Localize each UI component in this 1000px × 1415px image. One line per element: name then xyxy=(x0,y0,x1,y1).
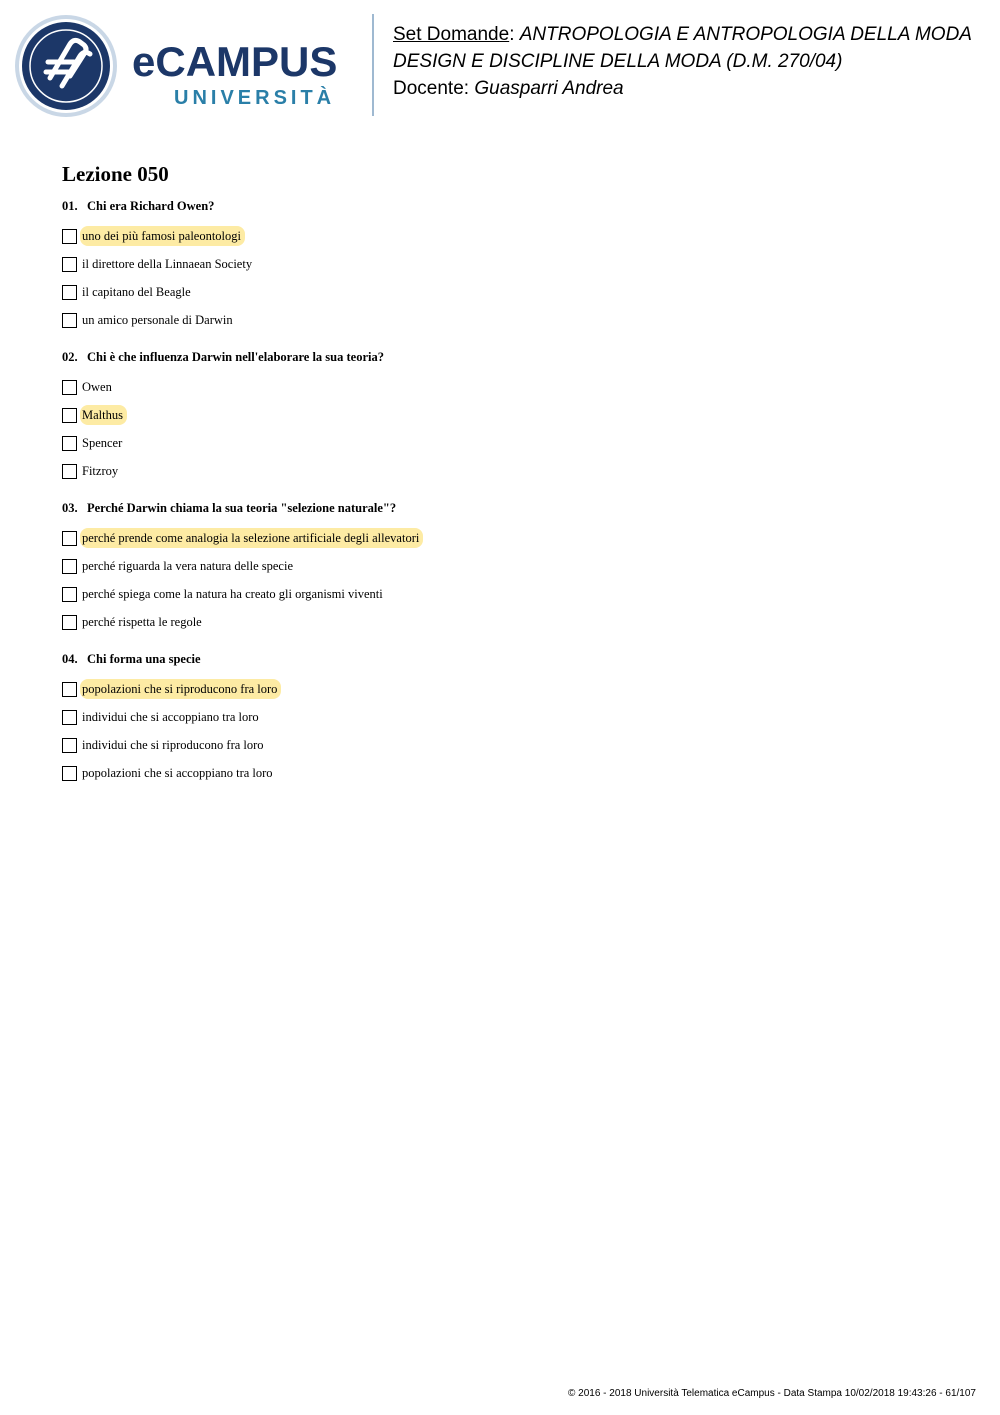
answer-text: individui che si accoppiano tra loro xyxy=(82,710,259,724)
brand-wordmark xyxy=(132,40,362,112)
answer-text-highlighted: popolazioni che si riproducono fra loro xyxy=(80,679,281,699)
question-block xyxy=(62,196,942,334)
answer-text: perché rispetta le regole xyxy=(82,615,202,629)
answer-text: Owen xyxy=(82,380,112,394)
answer-option[interactable] xyxy=(62,373,942,401)
question-title xyxy=(62,649,942,669)
answer-checkbox[interactable] xyxy=(62,380,77,395)
teacher-label: Docente xyxy=(393,78,464,99)
answer-checkbox[interactable] xyxy=(62,531,77,546)
answer-option[interactable] xyxy=(62,703,942,731)
question-number: 03. xyxy=(62,501,78,515)
question-block xyxy=(62,347,942,485)
lesson-title: Lezione 050 xyxy=(62,162,169,186)
answer-text: individui che si riproducono fra loro xyxy=(82,738,264,752)
teacher-name: Guasparri Andrea xyxy=(474,78,624,99)
question-list xyxy=(62,196,942,787)
question-set-info xyxy=(393,21,993,102)
question-number: 01. xyxy=(62,199,78,213)
answer-text: Spencer xyxy=(82,436,123,450)
answer-option[interactable] xyxy=(62,401,942,429)
answer-option[interactable] xyxy=(62,524,942,552)
header-divider xyxy=(372,14,374,116)
ecampus-seal-logo xyxy=(14,14,118,118)
page-footer: © 2016 - 2018 Università Telematica eCampus - Data Stampa 10/02/2018 19:43:26 - 61/107 xyxy=(568,1388,976,1399)
answer-checkbox[interactable] xyxy=(62,615,77,630)
question-text: Chi è che influenza Darwin nell'elaborare la sua teoria? xyxy=(87,350,384,364)
answer-checkbox[interactable] xyxy=(62,408,77,423)
answer-text: popolazioni che si accoppiano tra loro xyxy=(82,766,273,780)
course-title-line-1: ANTROPOLOGIA E ANTROPOLOGIA DELLA MODA xyxy=(519,24,972,45)
answer-option[interactable] xyxy=(62,457,942,485)
answer-text: perché spiega come la natura ha creato gli organismi viventi xyxy=(82,587,383,601)
answer-checkbox[interactable] xyxy=(62,464,77,479)
teacher-line xyxy=(393,75,993,102)
answer-text-highlighted: perché prende come analogia la selezione artificiale degli allevatori xyxy=(80,528,423,548)
answer-text-highlighted: Malthus xyxy=(80,405,127,425)
lesson-content xyxy=(62,160,942,800)
question-text: Chi forma una specie xyxy=(87,652,201,666)
answer-checkbox[interactable] xyxy=(62,285,77,300)
answer-checkbox[interactable] xyxy=(62,587,77,602)
question-title xyxy=(62,347,942,367)
question-number: 02. xyxy=(62,350,78,364)
question-text: Chi era Richard Owen? xyxy=(87,199,215,213)
answer-text: un amico personale di Darwin xyxy=(82,313,233,327)
answer-option[interactable] xyxy=(62,675,942,703)
set-separator: : xyxy=(509,24,520,45)
answer-checkbox[interactable] xyxy=(62,766,77,781)
teacher-separator: : xyxy=(463,78,475,99)
answer-checkbox[interactable] xyxy=(62,436,77,451)
set-line-1 xyxy=(393,21,993,48)
answer-option[interactable] xyxy=(62,731,942,759)
question-title xyxy=(62,196,942,216)
answer-checkbox[interactable] xyxy=(62,710,77,725)
answer-option[interactable] xyxy=(62,306,942,334)
set-label: Set Domande xyxy=(393,24,510,45)
answer-checkbox[interactable] xyxy=(62,738,77,753)
answer-text: Fitzroy xyxy=(82,464,119,478)
answer-checkbox[interactable] xyxy=(62,559,77,574)
question-title xyxy=(62,498,942,518)
question-text: Perché Darwin chiama la sua teoria "selezione naturale"? xyxy=(87,501,397,515)
answer-text-highlighted: uno dei più famosi paleontologi xyxy=(80,226,245,246)
answer-checkbox[interactable] xyxy=(62,229,77,244)
answer-option[interactable] xyxy=(62,759,942,787)
brand-subtitle: UNIVERSITÀ xyxy=(174,87,336,109)
answer-text: il capitano del Beagle xyxy=(82,285,191,299)
answer-option[interactable] xyxy=(62,222,942,250)
brand-name: eCAMPUS xyxy=(132,38,338,85)
answer-checkbox[interactable] xyxy=(62,257,77,272)
answer-option[interactable] xyxy=(62,580,942,608)
question-block xyxy=(62,498,942,636)
answer-checkbox[interactable] xyxy=(62,682,77,697)
course-title-line-2: DESIGN E DISCIPLINE DELLA MODA (D.M. 270/04) xyxy=(393,51,843,72)
question-block xyxy=(62,649,942,787)
answer-option[interactable] xyxy=(62,608,942,636)
answer-text: il direttore della Linnaean Society xyxy=(82,257,253,271)
answer-option[interactable] xyxy=(62,429,942,457)
answer-option[interactable] xyxy=(62,552,942,580)
answer-checkbox[interactable] xyxy=(62,313,77,328)
answer-option[interactable] xyxy=(62,250,942,278)
question-number: 04. xyxy=(62,652,78,666)
answer-text: perché riguarda la vera natura delle specie xyxy=(82,559,293,573)
document-header xyxy=(0,0,1000,120)
answer-option[interactable] xyxy=(62,278,942,306)
